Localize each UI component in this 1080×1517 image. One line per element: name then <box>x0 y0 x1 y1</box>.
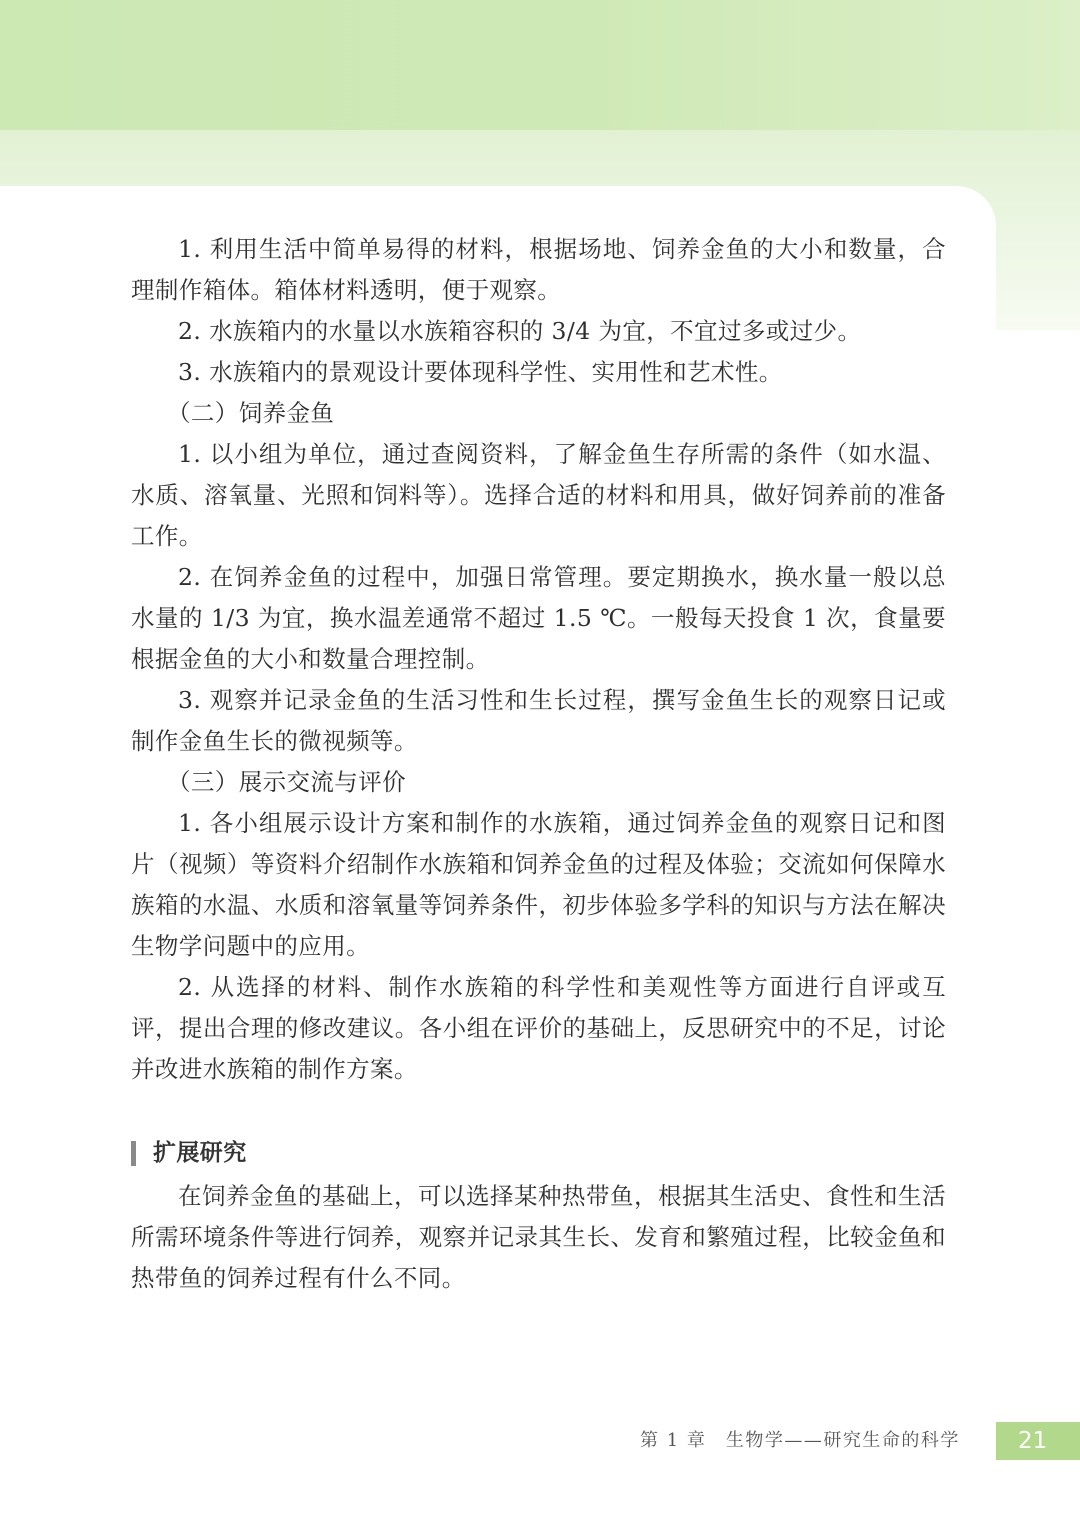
paragraph-3: 3. 水族箱内的景观设计要体现科学性、实用性和艺术性。 <box>178 358 783 386</box>
paragraph-6: 3. 观察并记录金鱼的生活习性和生长过程，撰写金鱼生长的观察日记或制作金鱼生长的微视频等。 <box>131 686 946 755</box>
heading-feed-goldfish: （二）饲养金鱼 <box>167 399 335 427</box>
top-header-band <box>0 0 1080 130</box>
paragraph-8: 2. 从选择的材料、制作水族箱的科学性和美观性等方面进行自评或互评，提出合理的修改建议。各小组在评价的基础上，反思研究中的不足，讨论并改进水族箱的制作方案。 <box>131 973 946 1083</box>
chapter-footer: 第 1 章 生物学——研究生命的科学 <box>640 1430 960 1451</box>
extension-title-text: 扩展研究 <box>153 1140 247 1166</box>
extension-section <box>131 1133 946 1299</box>
page-number: 21 <box>1018 1428 1048 1454</box>
paragraph-2: 2. 水族箱内的水量以水族箱容积的 3/4 为宜，不宜过多或过少。 <box>178 317 862 345</box>
main-content <box>131 229 946 1090</box>
paragraph-1: 1. 利用生活中简单易得的材料，根据场地、饲养金鱼的大小和数量，合理制作箱体。箱体材料透明，便于观察。 <box>131 235 946 304</box>
extension-paragraph: 在饲养金鱼的基础上，可以选择某种热带鱼，根据其生活史、食性和生活所需环境条件等进行饲养，观察并记录其生长、发育和繁殖过程，比较金鱼和热带鱼的饲养过程有什么不同。 <box>131 1182 946 1292</box>
paragraph-4: 1. 以小组为单位，通过查阅资料，了解金鱼生存所需的条件（如水温、水质、溶氧量、光照和饲料等）。选择合适的材料和用具，做好饲养前的准备工作。 <box>131 440 946 550</box>
section-bar-marker <box>131 1141 136 1166</box>
extension-title <box>131 1133 946 1173</box>
paragraph-5: 2. 在饲养金鱼的过程中，加强日常管理。要定期换水，换水量一般以总水量的 1/3 为宜，换水温差通常不超过 1.5 ℃。一般每天投食 1 次，食量要根据金鱼的大小和数量合理控制。 <box>131 563 946 673</box>
heading-exhibit-evaluate: （三）展示交流与评价 <box>167 768 406 796</box>
paragraph-7: 1. 各小组展示设计方案和制作的水族箱，通过饲养金鱼的观察日记和图片（视频）等资料介绍制作水族箱和饲养金鱼的过程及体验；交流如何保障水族箱的水温、水质和溶氧量等饲养条件，初步体验多学科的知识与方法在解决生物学问题中的应用。 <box>131 809 946 960</box>
